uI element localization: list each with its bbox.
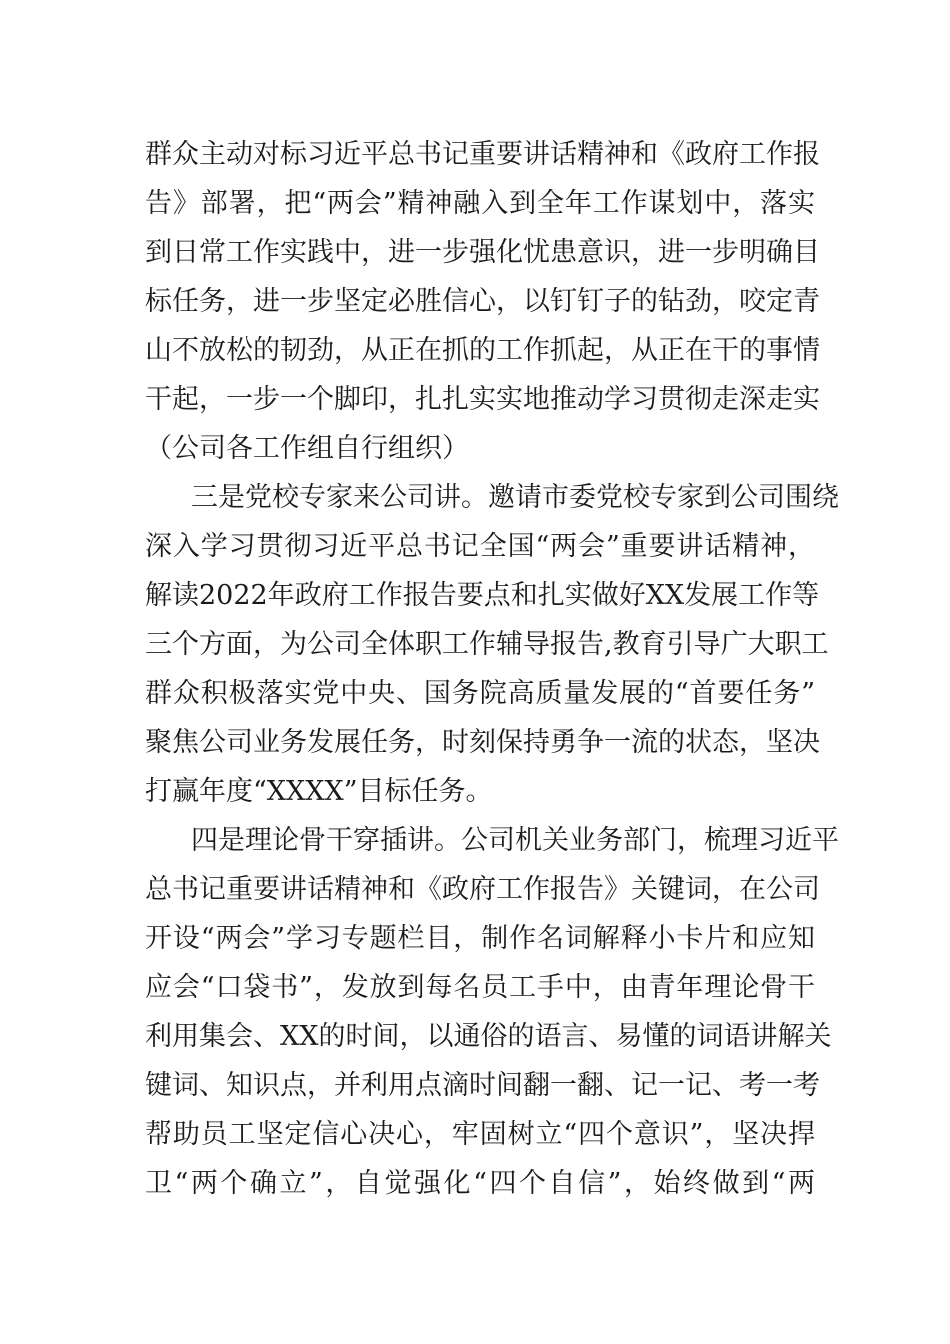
text-line-first: 四是理论骨干穿插讲。公司机关业务部门，梳理习近平 — [191, 825, 839, 856]
paragraph-party-school — [145, 473, 839, 816]
text-line-first: 三是党校专家来公司讲。邀请市委党校专家到公司围绕 — [191, 482, 839, 513]
text-line-last: 打赢年度“XXXX”目标任务。 — [145, 776, 493, 807]
text-line: 卫“两个确立”，自觉强化“四个自信”，始终做到“两 — [145, 1168, 815, 1199]
text-line: 三个方面，为公司全体职工作辅导报告,教育引导广大职工 — [145, 629, 829, 660]
text-line: 开设“两会”学习专题栏目，制作名词解释小卡片和应知 — [145, 923, 815, 954]
text-line: 聚焦公司业务发展任务，时刻保持勇争一流的状态，坚决 — [145, 727, 820, 758]
text-line: 深入学习贯彻习近平总书记全国“两会”重要讲话精神， — [145, 531, 815, 562]
document-body — [145, 130, 839, 1208]
text-line: 利用集会、XX的时间，以通俗的语言、易懂的词语讲解关 — [145, 1021, 832, 1052]
text-line: 键词、知识点，并利用点滴时间翻一翻、记一记、考一考 — [145, 1070, 820, 1101]
text-line: 标任务，进一步坚定必胜信心，以钉钉子的钻劲，咬定青 — [145, 286, 820, 317]
text-line-last: （公司各工作组自行组织） — [145, 433, 469, 464]
text-line: 帮助员工坚定信心决心，牢固树立“四个意识”，坚决捍 — [145, 1119, 815, 1150]
text-line: 到日常工作实践中，进一步强化忧患意识，进一步明确目 — [145, 237, 820, 268]
text-line: 告》部署，把“两会”精神融入到全年工作谋划中，落实 — [145, 188, 815, 219]
text-line: 解读2022年政府工作报告要点和扎实做好XX发展工作等 — [145, 580, 820, 611]
text-line: 群众积极落实党中央、国务院高质量发展的“首要任务” — [145, 678, 815, 709]
text-line: 总书记重要讲话精神和《政府工作报告》关键词，在公司 — [145, 874, 820, 905]
text-line: 干起，一步一个脚印，扎扎实实地推动学习贯彻走深走实 — [145, 384, 820, 415]
paragraph-continuation — [145, 130, 820, 473]
text-line: 应会“口袋书”，发放到每名员工手中，由青年理论骨干 — [145, 972, 815, 1003]
paragraph-theory-backbone — [145, 816, 839, 1208]
text-line: 群众主动对标习近平总书记重要讲话精神和《政府工作报 — [145, 139, 820, 170]
text-line: 山不放松的韧劲，从正在抓的工作抓起，从正在干的事情 — [145, 335, 820, 366]
